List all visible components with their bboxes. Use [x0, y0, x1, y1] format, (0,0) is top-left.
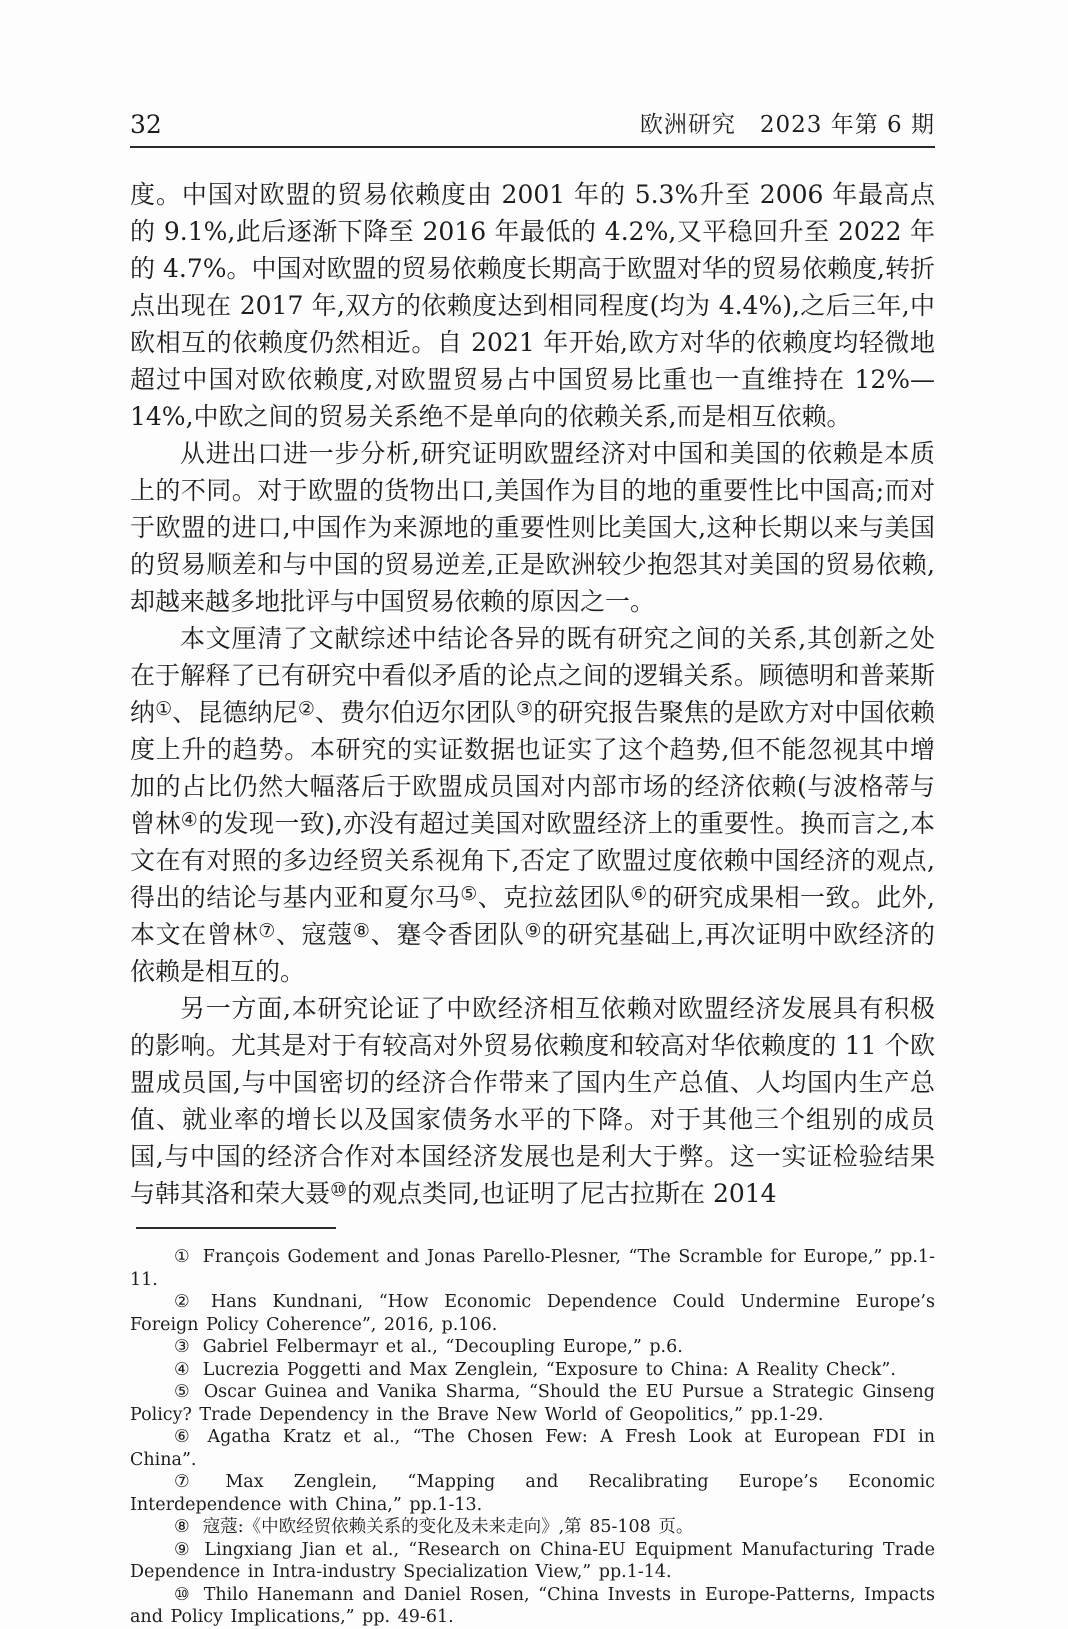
footnote-item [130, 1539, 935, 1584]
footnote-marker: ⑩ [174, 1584, 191, 1605]
page-header [130, 112, 935, 148]
footnote-marker: ⑨ [174, 1539, 192, 1560]
footnote-marker: ② [174, 1292, 198, 1312]
footnote-ref: ⑤ [460, 883, 478, 905]
footnote-ref: ④ [180, 809, 199, 831]
footnote-text: Max Zenglein, “Mapping and Recalibrating Europe’s Economic Interdependence with China,” pp.1-13. [130, 1472, 935, 1515]
footnote-marker: ⑤ [174, 1382, 191, 1402]
journal-issue-title: 欧洲研究 2023 年第 6 期 [639, 112, 935, 138]
footnote-item [130, 1471, 935, 1516]
footnote-marker: ⑦ [174, 1472, 213, 1492]
page-number: 32 [130, 110, 162, 139]
footnote-text: Thilo Hanemann and Daniel Rosen, “China Invests in Europe-Patterns, Impacts and Policy Implications,” pp. 49-61. [130, 1584, 935, 1627]
footnote-ref: ⑩ [330, 1179, 348, 1201]
footnote-text: 寇蔻:《中欧经贸依赖关系的变化及未来走向》,第 85-108 页。 [202, 1517, 694, 1537]
footnote-item [130, 1246, 935, 1291]
footnote-text: Gabriel Felbermayr et al., “Decoupling Europe,” p.6. [202, 1337, 683, 1357]
footnote-text: Hans Kundnani, “How Economic Dependence Could Undermine Europe’s Foreign Policy Coherence”, 2016, p.106. [130, 1292, 935, 1335]
footnote-ref: ⑧ [352, 920, 371, 942]
paragraph: 另一方面,本研究论证了中欧经济相互依赖对欧盟经济发展具有积极的影响。尤其是对于有较高对外贸易依赖度和较高对华依赖度的 11 个欧盟成员国,与中国密切的经济合作带来了国内生产总值、人均国内生产总值、就业率的增长以及国家债务水平的下降。对于其他三个组别的成员国,与中国的经济合作对本国经济发展也是利大于弊。这一实证检验结果与韩其洛和荣大聂⑩的观点类同,也证明了尼古拉斯在 2014 [130, 994, 935, 1208]
footnote-text: François Godement and Jonas Parello-Plesner, “The Scramble for Europe,” pp.1-11. [130, 1247, 935, 1290]
paragraph: 本文厘清了文献综述中结论各异的既有研究之间的关系,其创新之处在于解释了已有研究中看似矛盾的论点之间的逻辑关系。顾德明和普莱斯纳①、昆德纳尼②、费尔伯迈尔团队③的研究报告聚焦的是欧方对中国依赖度上升的趋势。本研究的实证数据也证实了这个趋势,但不能忽视其中增加的占比仍然大幅落后于欧盟成员国对内部市场的经济依赖(与波格蒂与曾林④的发现一致),亦没有超过美国对欧盟经济上的重要性。换而言之,本文在有对照的多边经贸关系视角下,否定了欧盟过度依赖中国经济的观点,得出的结论与基内亚和夏尔马⑤、克拉兹团队⑥的研究成果相一致。此外,本文在曾林⑦、寇蔻⑧、蹇令香团队⑨的研究基础上,再次证明中欧经济的依赖是相互的。 [130, 624, 935, 986]
footnote-item [130, 1381, 935, 1426]
body-paragraphs [130, 176, 935, 1212]
footnote-item [130, 1336, 935, 1359]
paragraph: 度。中国对欧盟的贸易依赖度由 2001 年的 5.3%升至 2006 年最高点的 9.1%,此后逐渐下降至 2016 年最低的 4.2%,又平稳回升至 2022 年的 4.7%。中国对欧盟的贸易依赖度长期高于欧盟对华的贸易依赖度,转折点出现在 2017 年,双方的依赖度达到相同程度(均为 4.4%),之后三年,中欧相互的依赖度仍然相近。自 2021 年开始,欧方对华的依赖度均轻微地超过中国对欧依赖度,对欧盟贸易占中国贸易比重也一直维持在 12%—14%,中欧之间的贸易关系绝不是单向的依赖关系,而是相互依赖。 [130, 180, 935, 431]
footnote-item [130, 1516, 935, 1539]
footnote-item [130, 1584, 935, 1629]
footnote-item [130, 1359, 935, 1382]
footnote-separator [136, 1227, 336, 1229]
footnote-item [130, 1426, 935, 1471]
footnote-marker: ⑥ [174, 1427, 195, 1447]
footnotes [130, 1246, 935, 1629]
footnote-ref: ① [155, 698, 173, 720]
footnote-ref: ③ [515, 698, 534, 720]
footnote-item [130, 1291, 935, 1336]
footnote-ref: ② [297, 698, 316, 720]
footnote-text: Agatha Kratz et al., “The Chosen Few: A Fresh Look at European FDI in China”. [130, 1427, 935, 1470]
paragraph: 从进出口进一步分析,研究证明欧盟经济对中国和美国的依赖是本质上的不同。对于欧盟的货物出口,美国作为目的地的重要性比中国高;而对于欧盟的进口,中国作为来源地的重要性则比美国大,这种长期以来与美国的贸易顺差和与中国的贸易逆差,正是欧洲较少抱怨其对美国的贸易依赖,却越来越多地批评与中国贸易依赖的原因之一。 [130, 439, 935, 616]
footnote-marker: ③ [174, 1337, 190, 1357]
footnote-text: Oscar Guinea and Vanika Sharma, “Should the EU Pursue a Strategic Ginseng Policy? Trade Dependency in the Brave New World of Geopolitics,” pp.1-29. [130, 1382, 935, 1425]
footnote-marker: ① [174, 1247, 190, 1267]
footnote-text: Lucrezia Poggetti and Max Zenglein, “Exposure to China: A Reality Check”. [202, 1359, 896, 1380]
footnote-ref: ⑦ [258, 920, 276, 942]
footnote-ref: ⑨ [524, 920, 543, 942]
footnote-text: Lingxiang Jian et al., “Research on China-EU Equipment Manufacturing Trade Dependence in Intra-industry Specialization View,” pp.1-14. [130, 1539, 935, 1582]
footnote-ref: ⑥ [630, 883, 648, 905]
footnote-marker: ⑧ [174, 1517, 190, 1537]
footnote-marker: ④ [174, 1359, 190, 1380]
